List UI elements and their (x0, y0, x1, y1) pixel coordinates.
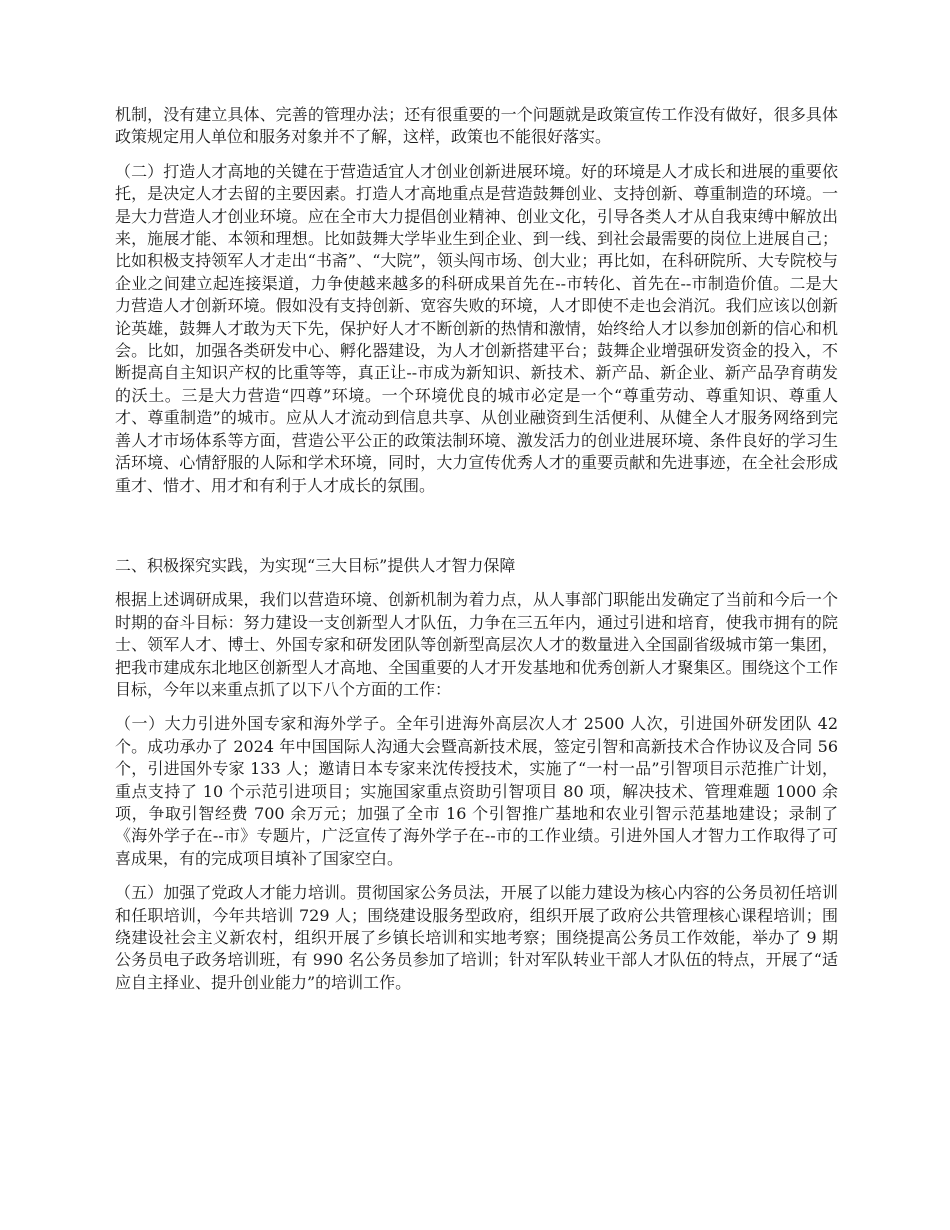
paragraph-foreign-experts: （一）大力引进外国专家和海外学子。全年引进海外高层次人才 2500 人次，引进国外研发团队 42 个。成功承办了 2024 年中国国际人沟通大会暨高新技术展，签定引智和高新技术合作协议及合同 56 个，引进国外专家 133 人；邀请日本专家来沈传授技术，实施了“一村一品”引智项目示范推广计划，重点支持了 10 个示范引进项目；实施国家重点资助引智项目 80 项，解决技术、管理难题 1000 余项，争取引智经费 700 余万元；加强了全市 16 个引智推广基地和农业引智示范基地建设；录制了《海外学子在--市》专题片，广泛宣传了海外学子在--市的工作业绩。引进外国人才智力工作取得了可喜成果，有的完成项目填补了国家空白。 (115, 714, 838, 868)
paragraph-talent-environment: （二）打造人才高地的关键在于营造适宜人才创业创新进展环境。好的环境是人才成长和进展的重要依托，是决定人才去留的主要因素。打造人才高地重点是营造鼓舞创业、支持创新、尊重制造的环境。一是大力营造人才创业环境。应在全市大力提倡创业精神、创业文化，引导各类人才从自我束缚中解放出来，施展才能、本领和理想。比如鼓舞大学毕业生到企业、到一线、到社会最需要的岗位上进展自己；比如积极支持领军人才走出“书斋”、“大院”，领头闯市场、创大业；再比如，在科研院所、大专院校与企业之间建立起连接渠道，力争使越来越多的科研成果首先在--市转化、首先在--市制造价值。二是大力营造人才创新环境。假如没有支持创新、宽容失败的环境，人才即使不走也会消沉。我们应该以创新论英雄，鼓舞人才敢为天下先，保护好人才不断创新的热情和激情，始终给人才以参加创新的信心和机会。比如，加强各类研发中心、孵化器建设，为人才创新搭建平台；鼓舞企业增强研发资金的投入，不断提高自主知识产权的比重等等，真正让--市成为新知识、新技术、新产品、新企业、新产品孕育萌发的沃土。三是大力营造“四尊”环境。一个环境优良的城市必定是一个“尊重劳动、尊重知识、尊重人才、尊重制造”的城市。应从人才流动到信息共享、从创业融资到生活便利、从健全人才服务网络到完善人才市场体系等方面，营造公平公正的政策法制环境、激发活力的创业进展环境、条件良好的学习生活环境、心情舒服的人际和学术环境，同时，大力宣传优秀人才的重要贡献和先进事迹，在全社会形成重才、惜才、用才和有利于人才成长的氛围。 (115, 161, 838, 495)
paragraph-work-goals: 根据上述调研成果，我们以营造环境、创新机制为着力点，从人事部门职能出发确定了当前和今后一个时期的奋斗目标：努力建设一支创新型人才队伍，力争在三五年内，通过引进和培育，使我市拥有的院士、领军人才、博士、外国专家和研发团队等创新型高层次人才的数量进入全国副省级城市第一集团，把我市建成东北地区创新型人才高地、全国重要的人才开发基地和优秀创新人才聚集区。围绕这个工作目标，今年以来重点抓了以下八个方面的工作： (115, 590, 838, 699)
section-heading: 二、积极探究实践，为实现“三大目标”提供人才智力保障 (115, 555, 516, 575)
paragraph-policy-publicity: 机制，没有建立具体、完善的管理办法；还有很重要的一个问题就是政策宣传工作没有做好，很多具体政策规定用人单位和服务对象并不了解，这样，政策也不能很好落实。 (115, 105, 838, 147)
section-spacer (115, 509, 838, 555)
paragraph-party-training: （五）加强了党政人才能力培训。贯彻国家公务员法，开展了以能力建设为核心内容的公务员初任培训和任职培训，今年共培训 729 人；围绕建设服务型政府，组织开展了政府公共管理核心课程培训；围绕建设社会主义新农村，组织开展了乡镇长培训和实地考察；围绕提高公务员工作效能，举办了 9 期公务员电子政务培训班，有 990 名公务员参加了培训；针对军队转业干部人才队伍的特点，开展了“适应自主择业、提升创业能力”的培训工作。 (115, 883, 838, 992)
